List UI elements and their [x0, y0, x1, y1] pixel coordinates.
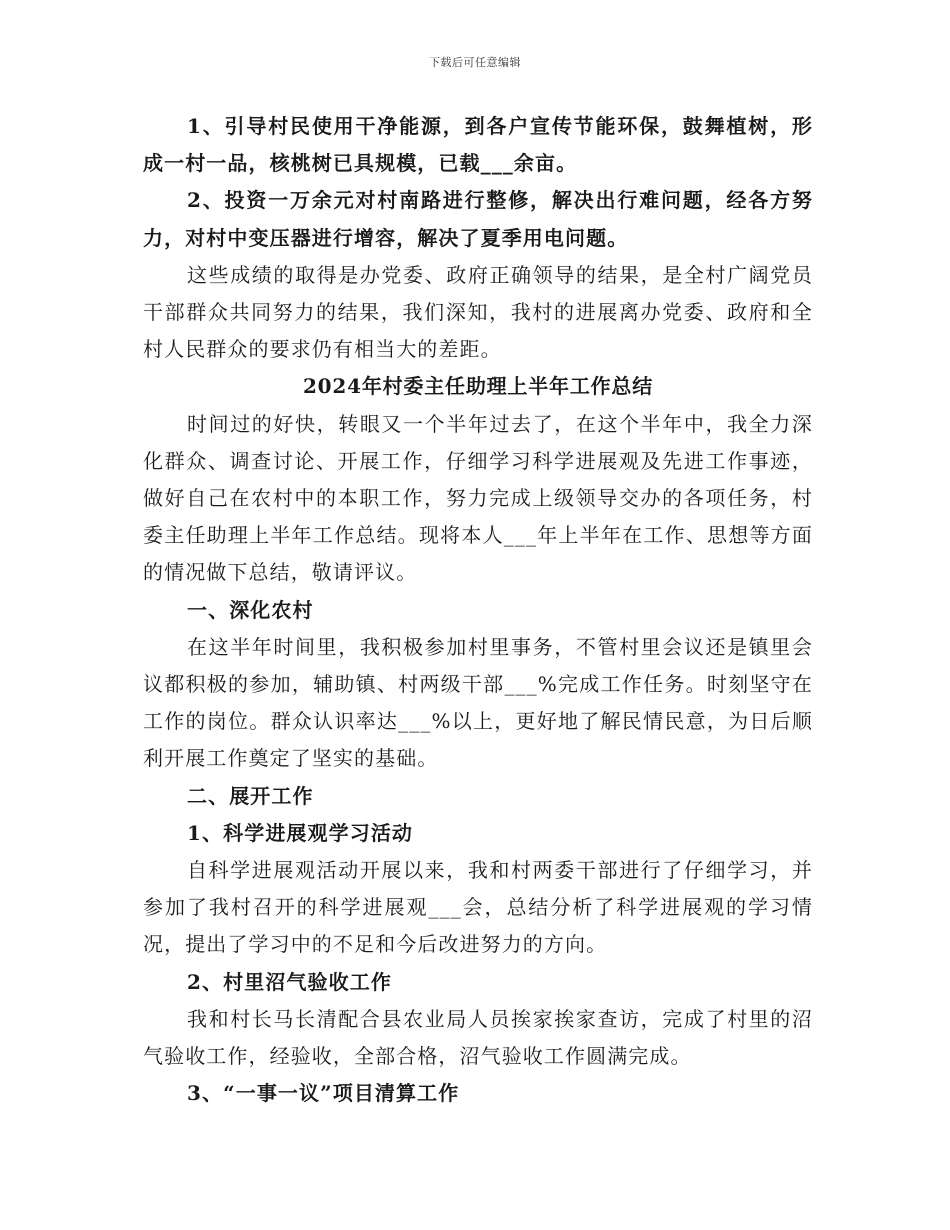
document-body: [143, 108, 813, 1112]
header-note: 下载后可任意编辑: [429, 56, 521, 69]
paragraph-item-2: 2、投资一万余元对村南路进行整修，解决出行难问题，经各方努力，对村中变压器进行增容，解决了夏季用电问题。: [143, 188, 813, 250]
paragraph-item-1: 1、引导村民使用干净能源，到各户宣传节能环保，鼓舞植树，形成一村一品，核桃树已具规模，已载___余亩。: [143, 114, 813, 176]
subsection-heading-1: 1、科学进展观学习活动: [187, 820, 414, 845]
section-heading-1: 一、深化农村: [187, 597, 314, 622]
subsection-heading-2: 2、村里沼气验收工作: [187, 969, 392, 994]
paragraph-subsection-2: 我和村长马长清配合县农业局人员挨家挨家查访，完成了村里的沼气验收工作，经验收，全部合格，沼气验收工作圆满完成。: [143, 1006, 813, 1069]
paragraph-conclusion: 这些成绩的取得是办党委、政府正确领导的结果，是全村广阔党员干部群众共同努力的结果，我们深知，我村的进展离办党委、政府和全村人民群众的要求仍有相当大的差距。: [143, 262, 813, 362]
document-title: 2024年村委主任助理上半年工作总结: [302, 374, 654, 399]
section-heading-2: 二、展开工作: [187, 783, 314, 808]
paragraph-intro: 时间过的好快，转眼又一个半年过去了，在这个半年中，我全力深化群众、调查讨论、开展工作，仔细学习科学进展观及先进工作事迹，做好自己在农村中的本职工作，努力完成上级领导交办的各项任务，村委主任助理上半年工作总结。现将本人___年上半年在工作、思想等方面的情况做下总结，敬请评议。: [143, 411, 813, 585]
paragraph-subsection-1: 自科学进展观活动开展以来，我和村两委干部进行了仔细学习，并参加了我村召开的科学进展观___会，总结分析了科学进展观的学习情况，提出了学习中的不足和今后改进努力的方向。: [143, 858, 813, 957]
paragraph-section-1: 在这半年时间里，我积极参加村里事务，不管村里会议还是镇里会议都积极的参加，辅助镇、村两级干部___%完成工作任务。时刻坚守在工作的岗位。群众认识率达___%以上，更好地了解民情民意，为日后顺利开展工作奠定了坚实的基础。: [143, 634, 813, 771]
subsection-heading-3: 3、“一事一议”项目清算工作: [187, 1081, 460, 1106]
